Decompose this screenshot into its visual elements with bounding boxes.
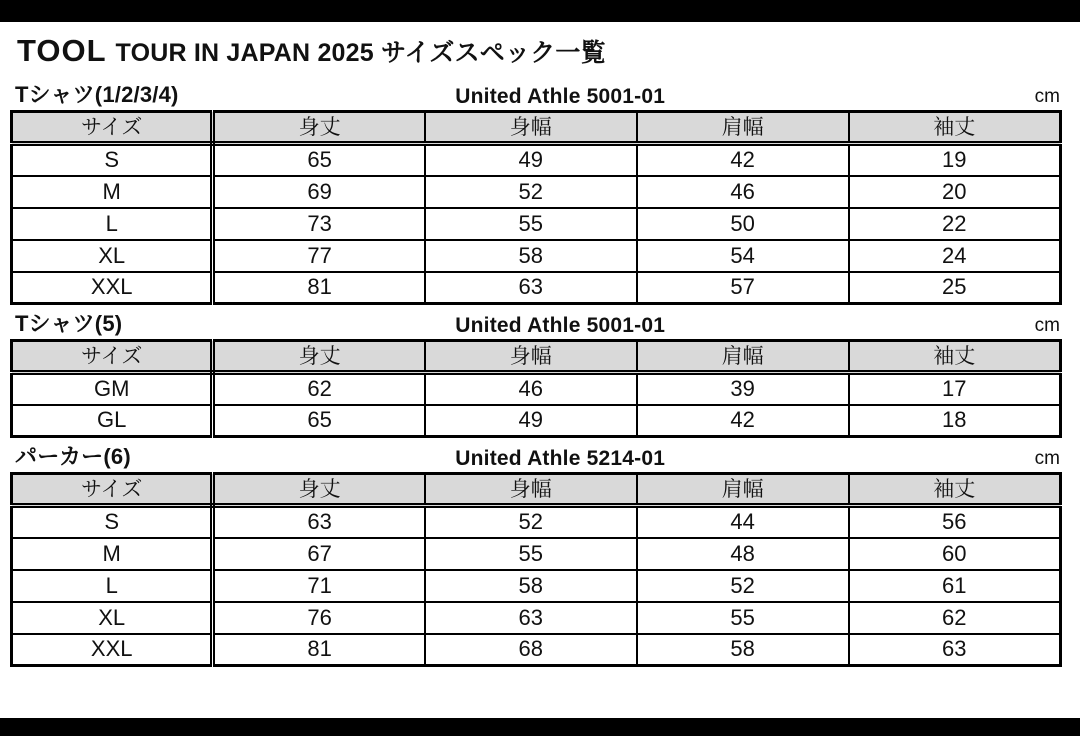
header-row xyxy=(12,112,1061,144)
table-row xyxy=(12,208,1061,240)
measurement-cell: 63 xyxy=(849,634,1061,666)
header-row xyxy=(12,474,1061,506)
measurement-cell: 46 xyxy=(425,373,637,405)
letterbox-bottom xyxy=(0,718,1080,736)
size-cell: M xyxy=(12,176,213,208)
table-row xyxy=(12,506,1061,538)
measurement-cell: 68 xyxy=(425,634,637,666)
spec-section xyxy=(0,440,1080,667)
measurement-cell: 54 xyxy=(637,240,849,272)
table-row xyxy=(12,240,1061,272)
size-cell: S xyxy=(12,144,213,176)
table-row xyxy=(12,373,1061,405)
spec-tables xyxy=(0,78,1080,667)
table-row xyxy=(12,602,1061,634)
measurement-cell: 55 xyxy=(425,208,637,240)
measurement-cell: 61 xyxy=(849,570,1061,602)
section-header xyxy=(10,440,1062,472)
section-label: Tシャツ(1/2/3/4) xyxy=(15,82,179,107)
measurement-cell: 18 xyxy=(849,405,1061,437)
section-label: パーカー(6) xyxy=(15,444,131,469)
spec-section xyxy=(0,307,1080,438)
page-title xyxy=(17,30,1080,70)
measurement-cell: 24 xyxy=(849,240,1061,272)
measurement-cell: 20 xyxy=(849,176,1061,208)
size-cell: GL xyxy=(12,405,213,437)
column-header: 身丈 xyxy=(213,341,425,373)
measurement-cell: 71 xyxy=(213,570,425,602)
column-header: サイズ xyxy=(12,112,213,144)
measurement-cell: 55 xyxy=(425,538,637,570)
size-cell: XL xyxy=(12,602,213,634)
measurement-cell: 44 xyxy=(637,506,849,538)
size-cell: XXL xyxy=(12,634,213,666)
column-header: 袖丈 xyxy=(849,341,1061,373)
brand-logo-text: TOOL xyxy=(17,33,107,68)
measurement-cell: 22 xyxy=(849,208,1061,240)
size-cell: L xyxy=(12,570,213,602)
table-row xyxy=(12,570,1061,602)
page-title-text: TOUR IN JAPAN 2025 サイズスペック一覧 xyxy=(115,39,606,67)
table-row xyxy=(12,405,1061,437)
measurement-cell: 62 xyxy=(849,602,1061,634)
measurement-cell: 39 xyxy=(637,373,849,405)
measurement-cell: 73 xyxy=(213,208,425,240)
table-row xyxy=(12,272,1061,304)
measurement-cell: 81 xyxy=(213,272,425,304)
size-cell: S xyxy=(12,506,213,538)
measurement-cell: 52 xyxy=(637,570,849,602)
measurement-cell: 19 xyxy=(849,144,1061,176)
measurement-cell: 65 xyxy=(213,144,425,176)
size-cell: XXL xyxy=(12,272,213,304)
measurement-cell: 65 xyxy=(213,405,425,437)
column-header: 肩幅 xyxy=(637,474,849,506)
letterbox-top xyxy=(0,0,1080,22)
column-header: 肩幅 xyxy=(637,341,849,373)
size-cell: M xyxy=(12,538,213,570)
measurement-cell: 48 xyxy=(637,538,849,570)
column-header: 身幅 xyxy=(425,112,637,144)
measurement-cell: 58 xyxy=(637,634,849,666)
section-label: Tシャツ(5) xyxy=(15,311,123,336)
size-spec-table xyxy=(10,110,1062,305)
spec-section xyxy=(0,78,1080,305)
header-row xyxy=(12,341,1061,373)
column-header: 身丈 xyxy=(213,112,425,144)
table-row xyxy=(12,144,1061,176)
measurement-cell: 50 xyxy=(637,208,849,240)
size-cell: GM xyxy=(12,373,213,405)
measurement-cell: 58 xyxy=(425,240,637,272)
measurement-cell: 52 xyxy=(425,506,637,538)
measurement-cell: 63 xyxy=(425,602,637,634)
measurement-cell: 63 xyxy=(213,506,425,538)
measurement-cell: 55 xyxy=(637,602,849,634)
size-spec-sheet xyxy=(0,22,1080,718)
column-header: 身丈 xyxy=(213,474,425,506)
column-header: 袖丈 xyxy=(849,474,1061,506)
measurement-cell: 49 xyxy=(425,405,637,437)
table-row xyxy=(12,634,1061,666)
column-header: 身幅 xyxy=(425,474,637,506)
measurement-cell: 46 xyxy=(637,176,849,208)
measurement-cell: 62 xyxy=(213,373,425,405)
column-header: サイズ xyxy=(12,474,213,506)
measurement-cell: 69 xyxy=(213,176,425,208)
measurement-cell: 42 xyxy=(637,144,849,176)
column-header: 袖丈 xyxy=(849,112,1061,144)
measurement-cell: 52 xyxy=(425,176,637,208)
measurement-cell: 57 xyxy=(637,272,849,304)
section-header xyxy=(10,78,1062,110)
measurement-cell: 67 xyxy=(213,538,425,570)
unit-label: cm xyxy=(1034,86,1060,107)
measurement-cell: 76 xyxy=(213,602,425,634)
size-cell: L xyxy=(12,208,213,240)
measurement-cell: 56 xyxy=(849,506,1061,538)
measurement-cell: 81 xyxy=(213,634,425,666)
size-spec-table xyxy=(10,339,1062,438)
measurement-cell: 25 xyxy=(849,272,1061,304)
measurement-cell: 63 xyxy=(425,272,637,304)
unit-label: cm xyxy=(1034,315,1060,336)
column-header: 肩幅 xyxy=(637,112,849,144)
section-header xyxy=(10,307,1062,339)
table-row xyxy=(12,538,1061,570)
column-header: サイズ xyxy=(12,341,213,373)
product-model: United Athle 5214-01 xyxy=(455,447,666,470)
measurement-cell: 58 xyxy=(425,570,637,602)
measurement-cell: 49 xyxy=(425,144,637,176)
measurement-cell: 77 xyxy=(213,240,425,272)
product-model: United Athle 5001-01 xyxy=(455,314,666,337)
measurement-cell: 60 xyxy=(849,538,1061,570)
unit-label: cm xyxy=(1034,448,1060,469)
measurement-cell: 17 xyxy=(849,373,1061,405)
size-spec-table xyxy=(10,472,1062,667)
table-row xyxy=(12,176,1061,208)
product-model: United Athle 5001-01 xyxy=(455,85,666,108)
column-header: 身幅 xyxy=(425,341,637,373)
size-cell: XL xyxy=(12,240,213,272)
measurement-cell: 42 xyxy=(637,405,849,437)
